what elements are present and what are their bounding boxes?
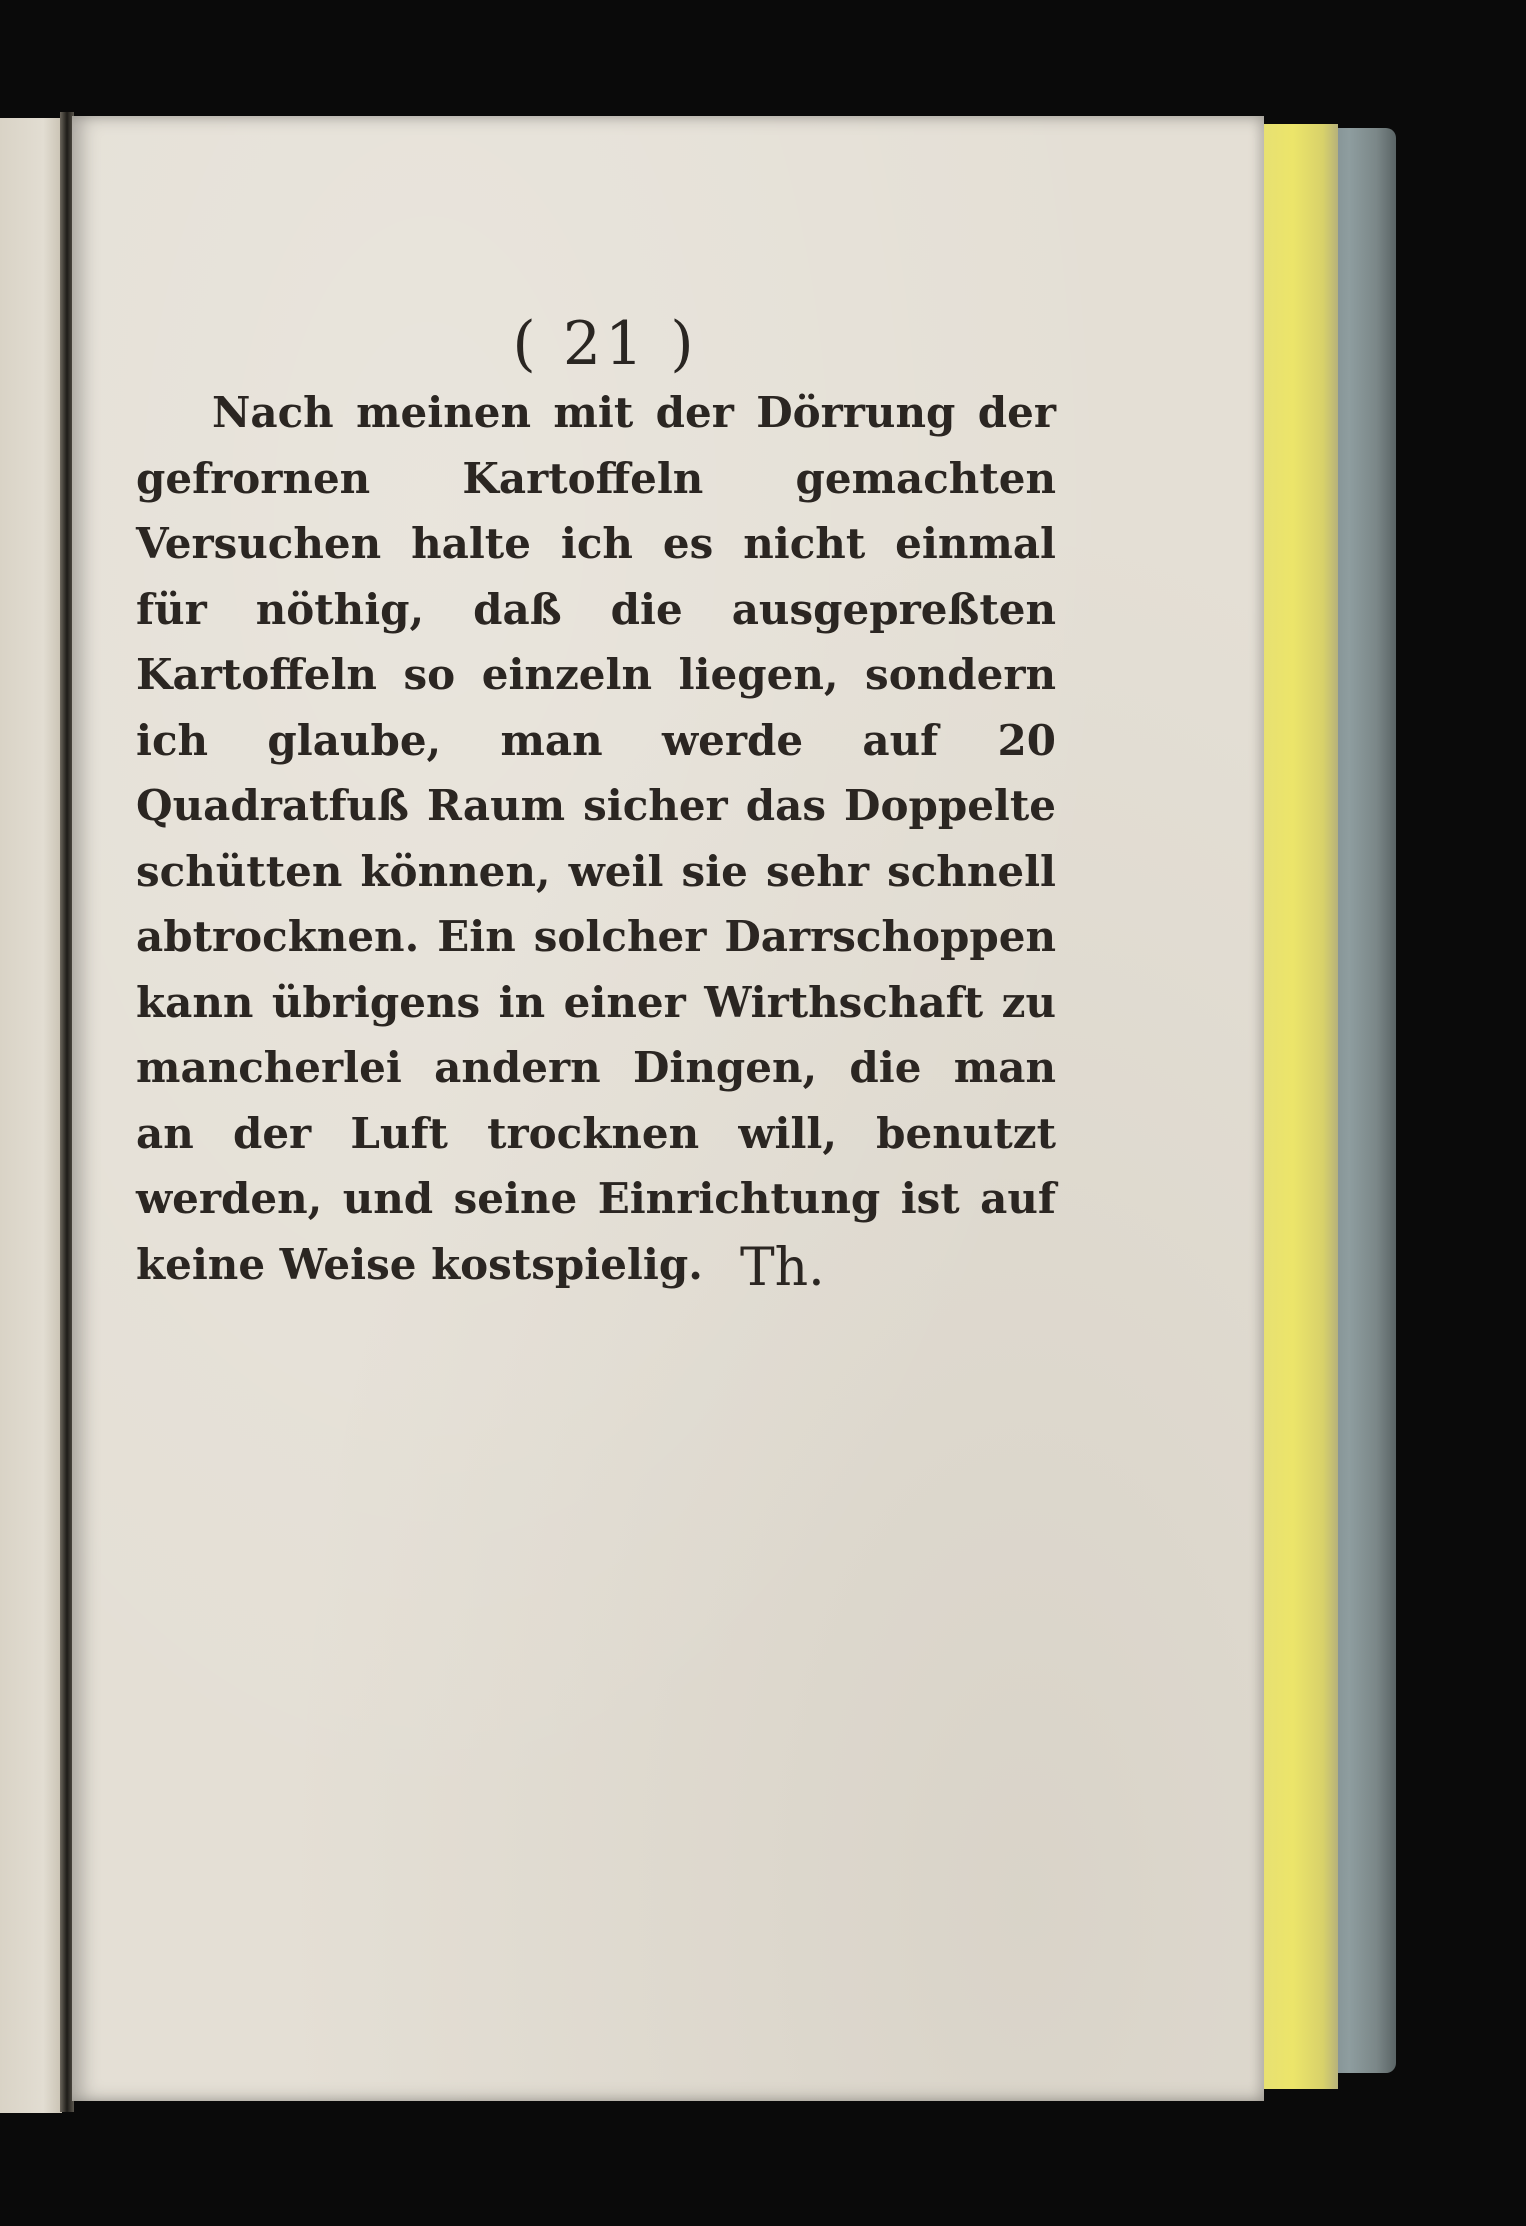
page-number: ( 21 ) [512,309,698,379]
author-signature: Th. [740,1238,825,1298]
left-page-edge [0,118,62,2113]
body-paragraph: Nach meinen mit der Dörrung der gefrornen Kartoffeln gemachten Versuchen halte ich es nicht einmal für nöthig, daß die ausgepreßten Kartoffeln so einzeln liegen, sondern ich glaube, man werde auf 20 Quadratfuß Raum sicher das Doppelte schütten können, weil sie sehr schnell abtrocknen. Ein solcher Darrschoppen kann übrigens in einer Wirthschaft zu mancherlei andern Dingen, die man an der Luft trocknen will, benutzt werden, und seine Einrichtung ist auf keine Weise kostspielig. [136,388,1056,1289]
